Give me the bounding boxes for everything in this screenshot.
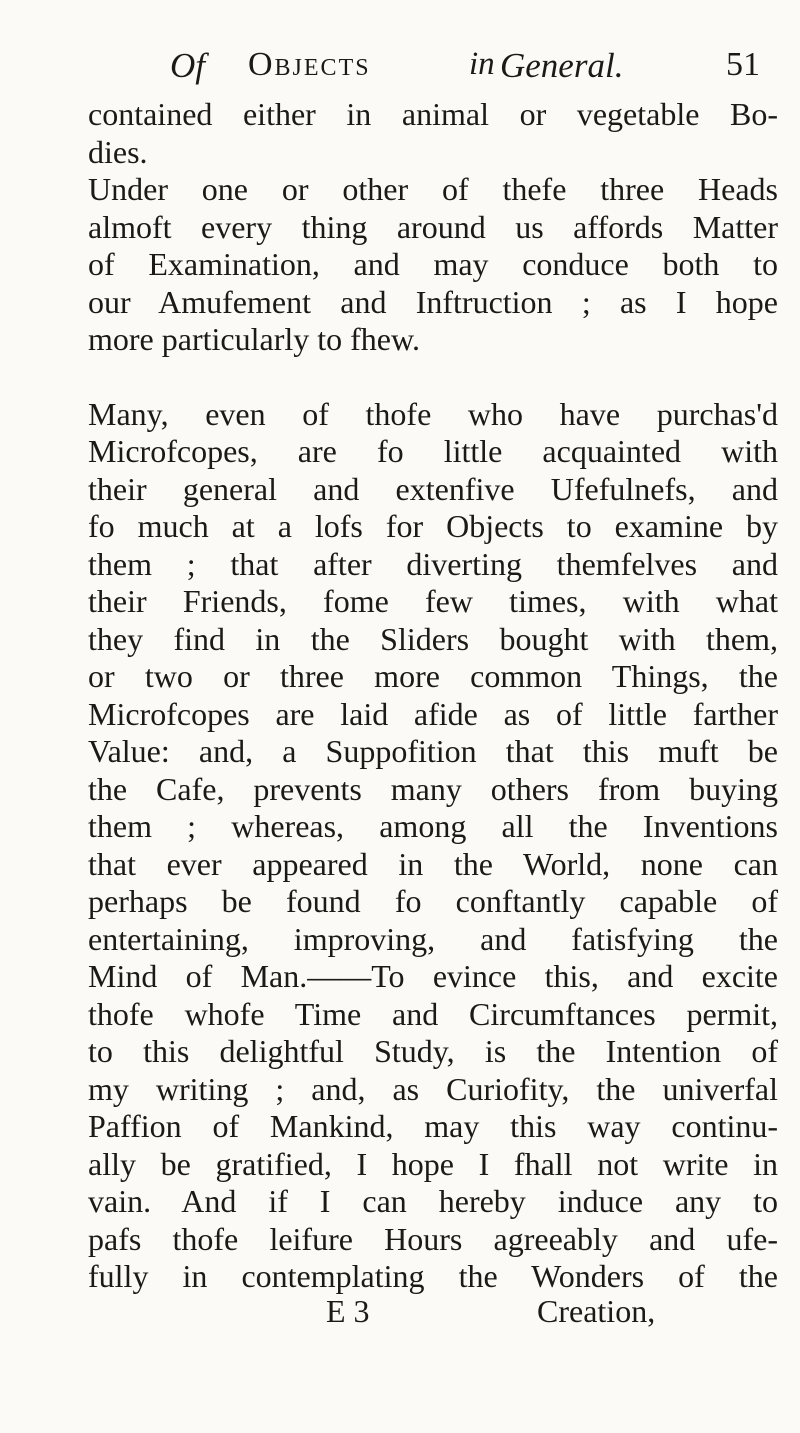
running-head-title: Objects [248,46,371,83]
paragraph [88,96,778,171]
text-line: the Cafe, prevents many others from buying [88,770,778,807]
page-number: 51 [726,46,760,83]
text-line: dies. [88,133,148,170]
running-head-in: in [469,46,495,82]
text-line: our Amufement and Inftruction ; as I hope [88,283,778,320]
running-head [170,46,770,98]
text-line: fully in contemplating the Wonders of the [88,1258,778,1294]
text-line: vain. And if I can hereby induce any to [88,1183,778,1219]
paragraph-gap [88,359,778,396]
signature-mark: E 3 [326,1293,370,1329]
text-line: they find in the Sliders bought with them, [88,620,778,657]
text-line: their general and extenfive Ufefulnefs, and [88,470,778,507]
text-line: my writing ; and, as Curiofity, the univerfal [88,1070,778,1107]
catchword: Creation, [537,1293,656,1329]
text-line: Paffion of Mankind, may this way continu- [88,1108,778,1144]
text-line: Many, even of thofe who have purchas'd [88,395,778,432]
text-line: ally be gratified, I hope I fhall not write in [88,1145,778,1182]
paragraph [88,171,778,359]
text-line: Microfcopes, are fo little acquainted with [88,433,778,469]
running-head-general: General. [500,46,624,85]
text-line: fo much at a lofs for Objects to examine by [88,508,778,544]
text-line: Microfcopes are laid afide as of little farther [88,695,778,732]
text-line: them ; that after diverting themfelves and [88,545,778,582]
text-line: to this delightful Study, is the Intention of [88,1033,778,1069]
text-line: of Examination, and may conduce both to [88,246,778,282]
body-text [88,96,778,1296]
paragraph [88,396,778,1296]
running-head-of: Of [170,46,205,85]
page-footer [88,1293,778,1333]
text-line: perhaps be found fo conftantly capable of [88,883,778,919]
text-line: pafs thofe leifure Hours agreeably and ufe- [88,1220,778,1257]
text-line: their Friends, fome few times, with what [88,583,778,619]
text-line: that ever appeared in the World, none can [88,845,778,882]
text-line: Value: and, a Suppofition that this muft be [88,733,778,769]
text-line: them ; whereas, among all the Inventions [88,808,778,844]
text-line: more particularly to fhew. [88,321,421,357]
text-line: thofe whofe Time and Circumftances permit, [88,995,778,1032]
text-line: Under one or other of thefe three Heads [88,171,778,207]
text-line: contained either in animal or vegetable Bo- [88,96,778,132]
text-line: Mind of Man.——To evince this, and excite [88,958,778,994]
text-line: or two or three more common Things, the [88,658,778,694]
text-line: entertaining, improving, and fatisfying the [88,920,778,957]
text-line: almoft every thing around us affords Matter [88,208,778,245]
